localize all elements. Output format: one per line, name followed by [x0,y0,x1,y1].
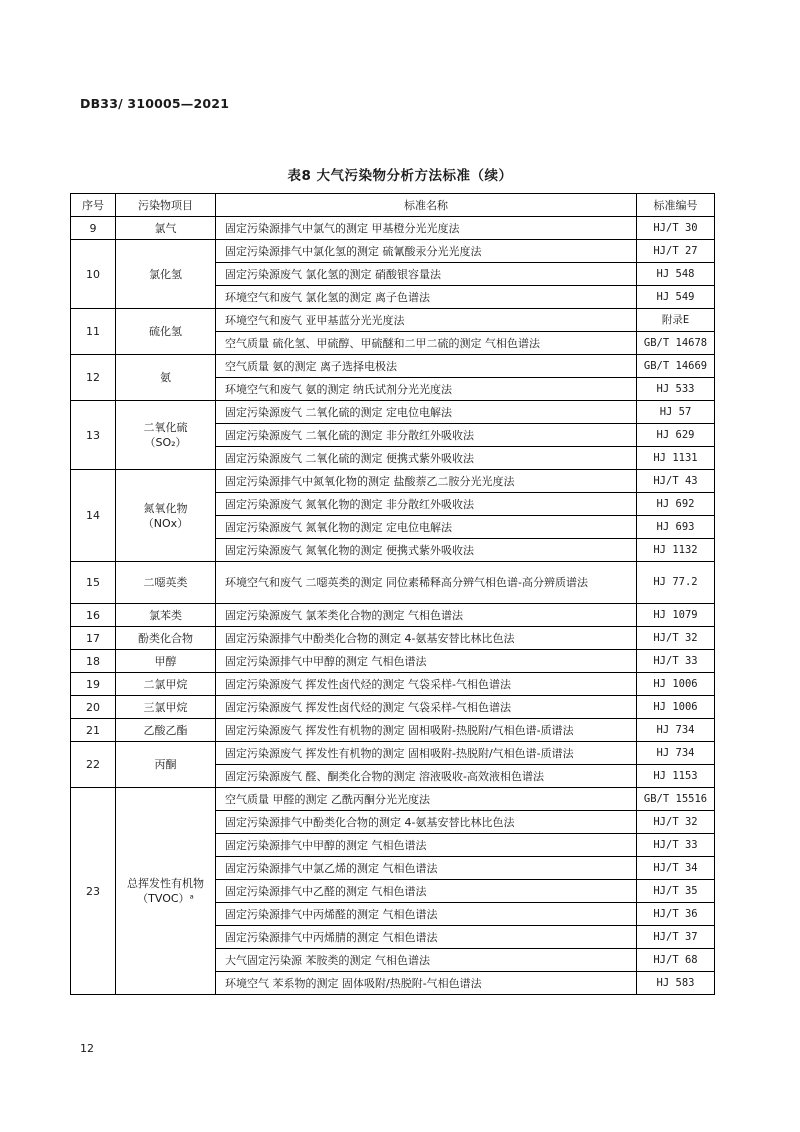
cell-pollutant [116,742,216,788]
cell-standard-name: 固定污染源排气中丙烯醛的测定 气相色谱法 [216,903,637,926]
cell-standard-name: 固定污染源废气 氮氧化物的测定 便携式紫外吸收法 [216,539,637,562]
cell-standard-name: 固定污染源排气中氯化氢的测定 硫氰酸汞分光光度法 [216,240,637,263]
pollutant-name: 氯气 [154,221,177,235]
cell-standard-code: 附录E [637,309,715,332]
cell-standard-code: HJ 548 [637,263,715,286]
cell-standard-code: HJ 583 [637,972,715,995]
cell-standard-code: HJ 1131 [637,447,715,470]
cell-serial-number: 14 [71,470,116,562]
cell-standard-name: 固定污染源废气 挥发性卤代烃的测定 气袋采样-气相色谱法 [216,673,637,696]
pollutant-name: 氮氧化物 [143,501,188,515]
cell-standard-code: HJ/T 30 [637,217,715,240]
cell-standard-code: HJ 57 [637,401,715,424]
cell-standard-code: HJ 692 [637,493,715,516]
cell-standard-name: 固定污染源废气 挥发性卤代烃的测定 气袋采样-气相色谱法 [216,696,637,719]
cell-standard-name: 空气质量 氨的测定 离子选择电极法 [216,355,637,378]
column-header-pollutant: 污染物项目 [116,194,216,217]
cell-standard-name: 固定污染源排气中甲醇的测定 气相色谱法 [216,650,637,673]
cell-pollutant [116,470,216,562]
page-number: 12 [80,1042,94,1055]
cell-pollutant [116,309,216,355]
table-row [71,401,715,424]
cell-standard-code: HJ 77.2 [637,562,715,604]
cell-pollutant [116,217,216,240]
cell-standard-name: 固定污染源废气 醛、酮类化合物的测定 溶液吸收-高效液相色谱法 [216,765,637,788]
table-row [71,309,715,332]
cell-standard-name: 固定污染源废气 二氧化硫的测定 便携式紫外吸收法 [216,447,637,470]
cell-standard-name: 固定污染源排气中酚类化合物的测定 4-氨基安替比林比色法 [216,811,637,834]
cell-standard-code: GB/T 14678 [637,332,715,355]
cell-standard-name: 环境空气和废气 氯化氢的测定 离子色谱法 [216,286,637,309]
cell-standard-name: 固定污染源排气中乙醛的测定 气相色谱法 [216,880,637,903]
table-row [71,742,715,765]
cell-pollutant [116,401,216,470]
cell-standard-code: HJ 1153 [637,765,715,788]
cell-pollutant [116,696,216,719]
column-header-standard-code: 标准编号 [637,194,715,217]
table-row [71,627,715,650]
cell-standard-name: 固定污染源废气 氯化氢的测定 硝酸银容量法 [216,263,637,286]
pollutant-name: 乙酸乙酯 [143,723,188,737]
pollutant-name: 二噁英类 [143,576,188,589]
cell-standard-code: HJ 734 [637,742,715,765]
cell-standard-name: 固定污染源排气中丙烯腈的测定 气相色谱法 [216,926,637,949]
cell-standard-name: 固定污染源废气 挥发性有机物的测定 固相吸附-热脱附/气相色谱-质谱法 [216,742,637,765]
cell-standard-name: 固定污染源排气中氯气的测定 甲基橙分光光度法 [216,217,637,240]
cell-pollutant [116,562,216,604]
cell-standard-name: 固定污染源废气 挥发性有机物的测定 固相吸附-热脱附/气相色谱-质谱法 [216,719,637,742]
pollutant-name: 二氧化硫 [143,421,188,434]
pollutant-name: 酚类化合物 [138,631,193,645]
cell-standard-name: 空气质量 甲醛的测定 乙酰丙酮分光光度法 [216,788,637,811]
pollutant-name: 总挥发性有机物（TVOC）ᵃ [127,877,204,905]
pollutant-name: 硫化氢 [149,325,182,338]
pollutant-name: 甲醇 [154,654,177,668]
cell-standard-code: HJ/T 33 [637,834,715,857]
document-code: DB33/ 310005—2021 [80,96,230,111]
cell-pollutant [116,627,216,650]
cell-standard-code: HJ/T 68 [637,949,715,972]
pollutant-formula: （NOx） [142,516,189,530]
cell-standard-code: HJ/T 32 [637,811,715,834]
cell-serial-number: 9 [71,217,116,240]
cell-pollutant [116,719,216,742]
column-header-number: 序号 [71,194,116,217]
cell-standard-code: HJ/T 33 [637,650,715,673]
pollutant-name: 氨 [160,371,171,384]
cell-serial-number: 21 [71,719,116,742]
table-row [71,719,715,742]
cell-pollutant [116,604,216,627]
cell-serial-number: 10 [71,240,116,309]
table-row [71,604,715,627]
table-body [71,217,715,995]
cell-standard-code: HJ 533 [637,378,715,401]
cell-standard-name: 固定污染源废气 氮氧化物的测定 定电位电解法 [216,516,637,539]
cell-standard-code: HJ/T 32 [637,627,715,650]
column-header-standard-name: 标准名称 [216,194,637,217]
cell-standard-code: HJ/T 27 [637,240,715,263]
pollutant-name: 丙酮 [154,758,177,771]
cell-standard-code: GB/T 14669 [637,355,715,378]
cell-standard-name: 环境空气和废气 氨的测定 纳氏试剂分光光度法 [216,378,637,401]
cell-standard-name: 固定污染源废气 氯苯类化合物的测定 气相色谱法 [216,604,637,627]
table-header-row [71,194,715,217]
pollutant-name: 氯化氢 [149,267,182,281]
table-row [71,562,715,604]
cell-standard-name: 大气固定污染源 苯胺类的测定 气相色谱法 [216,949,637,972]
cell-standard-name: 固定污染源排气中酚类化合物的测定 4-氨基安替比林比色法 [216,627,637,650]
table-row [71,788,715,811]
cell-standard-name: 固定污染源废气 二氧化硫的测定 非分散红外吸收法 [216,424,637,447]
cell-standard-code: HJ 693 [637,516,715,539]
cell-serial-number: 13 [71,401,116,470]
standards-table [70,193,715,995]
cell-serial-number: 15 [71,562,116,604]
cell-serial-number: 11 [71,309,116,355]
cell-standard-code: HJ 1006 [637,673,715,696]
pollutant-name: 氯苯类 [149,608,182,622]
cell-standard-code: HJ/T 34 [637,857,715,880]
table-row [71,355,715,378]
cell-standard-code: HJ/T 37 [637,926,715,949]
cell-pollutant [116,788,216,995]
cell-standard-code: HJ/T 36 [637,903,715,926]
cell-standard-name: 固定污染源排气中氯乙烯的测定 气相色谱法 [216,857,637,880]
cell-pollutant [116,650,216,673]
cell-standard-name: 固定污染源排气中氮氧化物的测定 盐酸萘乙二胺分光光度法 [216,470,637,493]
table-row [71,696,715,719]
cell-standard-code: HJ 549 [637,286,715,309]
cell-serial-number: 20 [71,696,116,719]
table-row [71,240,715,263]
cell-serial-number: 16 [71,604,116,627]
cell-standard-code: HJ 1079 [637,604,715,627]
cell-standard-name: 固定污染源废气 氮氧化物的测定 非分散红外吸收法 [216,493,637,516]
cell-pollutant [116,673,216,696]
cell-serial-number: 17 [71,627,116,650]
cell-standard-code: HJ 734 [637,719,715,742]
cell-standard-name: 环境空气和废气 二噁英类的测定 同位素稀释高分辨气相色谱-高分辨质谱法 [216,562,637,604]
cell-standard-code: HJ/T 35 [637,880,715,903]
cell-standard-name: 固定污染源排气中甲醇的测定 气相色谱法 [216,834,637,857]
cell-serial-number: 12 [71,355,116,401]
cell-standard-code: HJ 1132 [637,539,715,562]
table-row [71,650,715,673]
pollutant-name: 三氯甲烷 [143,700,188,714]
cell-standard-code: GB/T 15516 [637,788,715,811]
cell-standard-code: HJ 1006 [637,696,715,719]
cell-standard-name: 固定污染源废气 二氧化硫的测定 定电位电解法 [216,401,637,424]
table-row [71,217,715,240]
cell-serial-number: 23 [71,788,116,995]
cell-serial-number: 22 [71,742,116,788]
cell-standard-name: 环境空气和废气 亚甲基蓝分光光度法 [216,309,637,332]
pollutant-name: 二氯甲烷 [143,677,188,691]
cell-standard-name: 空气质量 硫化氢、甲硫醇、甲硫醚和二甲二硫的测定 气相色谱法 [216,332,637,355]
cell-pollutant [116,355,216,401]
standards-table-container [70,193,714,995]
pollutant-formula: （SO₂） [144,436,187,449]
table-title: 表8 大气污染物分析方法标准（续） [287,168,513,184]
cell-standard-code: HJ 629 [637,424,715,447]
cell-standard-name: 环境空气 苯系物的测定 固体吸附/热脱附-气相色谱法 [216,972,637,995]
cell-serial-number: 18 [71,650,116,673]
table-row [71,673,715,696]
cell-pollutant [116,240,216,309]
cell-standard-code: HJ/T 43 [637,470,715,493]
cell-serial-number: 19 [71,673,116,696]
table-row [71,470,715,493]
